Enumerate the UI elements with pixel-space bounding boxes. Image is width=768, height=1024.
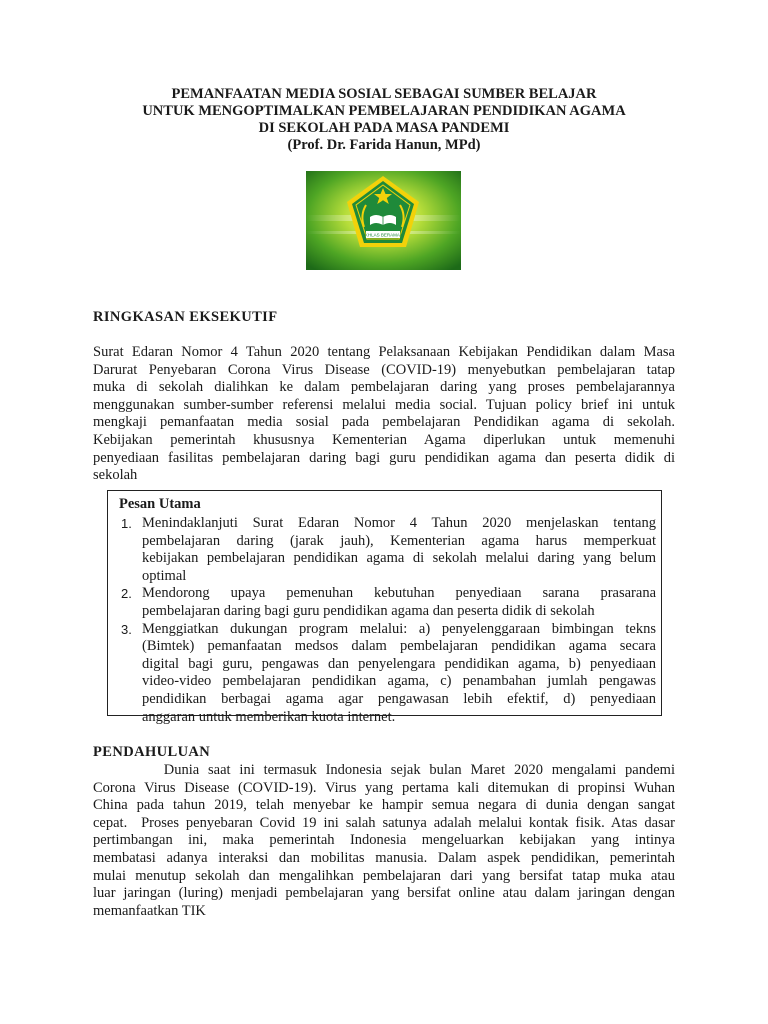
key-message-text [142,585,656,620]
key-messages-box [107,490,662,725]
text-line: Mendorong upaya pemenuhan kebutuhan penyediaan sarana prasarana [142,585,656,602]
list-number: 1. [121,516,132,531]
text-line: memanfaatkan TIK [93,902,206,919]
text-line: Darurat Penyebaran Corona Virus Disease (COVID-19) menyebutkan pembelajaran tatap [93,361,675,378]
text-line: pembelajaran daring bagi guru pendidikan agama dan peserta didik di sekolah [142,602,595,619]
text-line: membatasi adanya interaksi dan mobilitas manusia. Dalam aspek pendidikan, pemerintah [93,849,675,866]
title-line-1: PEMANFAATAN MEDIA SOSIAL SEBAGAI SUMBER BELAJAR [171,86,597,102]
text-line: pendidikan berbagai agama agar pengawasan lebih efektif, d) penyediaan [142,690,656,707]
text-line: Kebijakan pemerintah khususnya Kementerian Agama diperlukan untuk memenuhi [93,431,675,448]
logo-caption: IKHLAS BERAMAL [363,232,403,238]
list-number: 3. [121,621,132,637]
text-line: (Bimtek) pemanfaatan medsos dalam pembelajaran pendidikan agama secara [142,638,656,655]
key-message-item [108,621,663,727]
text-line: Dunia saat ini termasuk Indonesia sejak bulan Maret 2020 mengalami pandemi [93,762,675,778]
text-line: optimal [142,567,187,584]
text-line: digital bagi guru, pengawas dan penyelengara pendidikan agama, b) penyediaan [142,655,656,672]
document-title [0,86,768,154]
text-line: sekolah [93,467,138,484]
text-line: penyediaan fasilitas pembelajaran daring bagi guru pendidikan agama dan peserta didik di [93,449,675,466]
text-line: video-video pembelajaran pendidikan agama, c) penambahan jumlah pengawas [142,673,656,690]
text-line: China pada tahun 2019, telah menyebar ke hampir semua negara di dunia dengan sangat [93,797,675,814]
ringkasan-paragraph [93,344,675,485]
author-line: (Prof. Dr. Farida Hanun, MPd) [287,137,481,153]
text-line: muka di sekolah dialihkan ke dalam pembelajaran daring yang proses pembelajarannya [93,379,675,396]
text-line: pembelajaran daring (jarak jauh), Kementerian agama harus memperkuat [142,532,656,549]
key-message-item [108,515,663,585]
text-line: luar jaringan (luring) menjadi pembelajaran yang bersifat online atau dalam jaringan dengan [93,885,675,902]
text-line: anggaran untuk memberikan kuota internet. [142,708,396,725]
text-line: Corona Virus Disease (COVID-19). Virus yang pertama kali ditemukan di propinsi Wuhan [93,779,675,796]
pendahuluan-paragraph [93,762,675,920]
section-heading-ringkasan: RINGKASAN EKSEKUTIF [93,309,278,325]
text-line: Menggiatkan dukungan program melalui: a) penyelenggaraan bimbingan tekns [142,620,656,637]
key-message-item [108,585,663,620]
text-line: Surat Edaran Nomor 4 Tahun 2020 tentang Pelaksanaan Kebijakan Pendidikan dalam Masa [93,344,675,360]
key-message-text [142,621,656,727]
text-line: cepat. Proses penyebaran Covid 19 ini salah satunya adalah melalui kontak fisik. Atas dasar [93,814,675,831]
text-line: menggunakan sumber-sumber referensi melalui media social. Tujuan policy brief ini untuk [93,396,675,413]
title-line-2: UNTUK MENGOPTIMALKAN PEMBELAJARAN PENDIDIKAN AGAMA [142,103,626,119]
key-messages-list [108,515,663,726]
kemenag-logo-image [306,171,461,270]
text-line: pertimbangan ini, maka pemerintah Indonesia mengeluarkan kebijakan yang intinya [93,832,675,849]
ministry-emblem-icon [306,171,461,270]
key-messages-title: Pesan Utama [119,496,201,512]
list-number: 2. [121,586,132,602]
text-line: mulai menutup sekolah dan mengalihkan pembelajaran dari yang bersifat tatap muka atau [93,867,675,884]
text-line: mengkaji pemanfaatan media sosial pada pembelajaran Pendidikan agama di sekolah. [93,414,675,431]
text-line: Menindaklanjuti Surat Edaran Nomor 4 Tahun 2020 menjelaskan tentang [142,515,656,531]
title-line-3: DI SEKOLAH PADA MASA PANDEMI [258,120,510,136]
section-heading-pendahuluan: PENDAHULUAN [93,744,211,760]
text-line: kebijakan pembelajaran pendidikan agama di sekolah melalui daring yang belum [142,550,656,567]
key-message-text [142,515,656,585]
